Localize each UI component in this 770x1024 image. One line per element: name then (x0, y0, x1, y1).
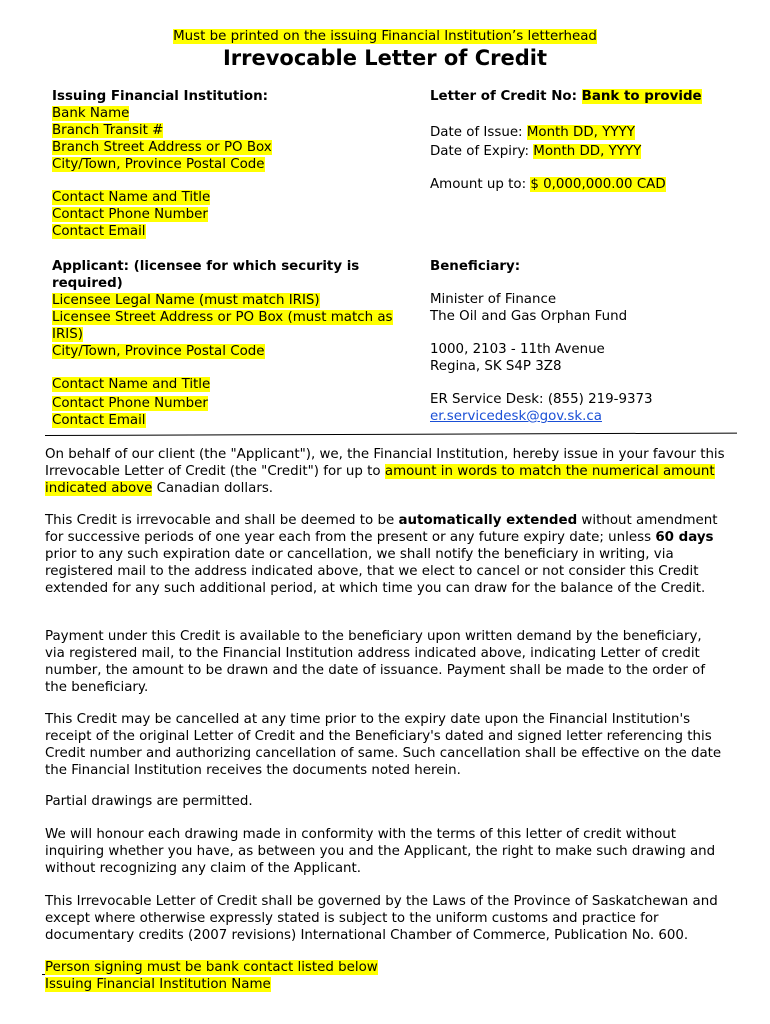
beneficiary-name: Minister of Finance (430, 292, 557, 307)
p4-text: This Credit may be cancelled at any time prior to the expiry date upon the Financial Institution's receipt of the original Letter of Credit and the Beneficiary's dated and signed letter referencing this Credit number and authorizing cancellation of same. Such cancellation shall be effective on the date the Financial Institution receives the documents noted herein. (45, 712, 722, 778)
signature-institution-name: Issuing Financial Institution Name (45, 977, 271, 992)
issuer-contact-name: Contact Name and Title (52, 190, 211, 205)
issue-date-value: Month DD, YYYY (526, 125, 635, 140)
p2-text-a: This Credit is irrevocable and shall be deemed to be (45, 513, 399, 528)
paragraph-payment (45, 628, 725, 696)
p1-amount-in-words: amount in words to match the numerical amount indicated above (45, 464, 715, 496)
credit-dates (430, 124, 750, 160)
paragraph-governing-law (45, 893, 725, 944)
paragraph-auto-extension (45, 512, 725, 597)
signature-note: Person signing must be bank contact listed below (45, 960, 378, 975)
issue-date-label: Date of Issue: (430, 125, 527, 140)
paragraph-cancellation (45, 711, 725, 779)
p5-text: Partial drawings are permitted. (45, 794, 253, 809)
applicant-contact-phone: Contact Phone Number (52, 396, 208, 411)
beneficiary-address-line1: 1000, 2103 - 11th Avenue (430, 342, 605, 357)
p2-text-c: prior to any such expiration date or cancellation, we shall notify the beneficiary in writing, via registered mail to the address indicated above, that we elect to cancel or not consider this Credit extended for any such additional period, at which time you can draw for the balance of the Credit. (45, 547, 706, 596)
paragraph-partial-drawings (45, 793, 725, 810)
applicant-legal-name: Licensee Legal Name (must match IRIS) (52, 293, 320, 308)
signature-block (45, 959, 645, 993)
p6-text: We will honour each drawing made in conformity with the terms of this letter of credit without inquiring whether you have, as between you and the Applicant, the right to make such drawing and without recognizing any claim of the Applicant. (45, 827, 716, 876)
applicant-heading: Applicant: (licensee for which security is required) (52, 259, 360, 291)
applicant-street: Licensee Street Address or PO Box (must match as IRIS) (52, 310, 393, 342)
applicant-contact-email: Contact Email (52, 413, 146, 428)
separator-line (45, 433, 737, 436)
p2-60-days: 60 days (655, 530, 714, 545)
beneficiary-address-line2: Regina, SK S4P 3Z8 (430, 359, 562, 374)
p2-automatically-extended: automatically extended (398, 513, 578, 528)
p7-text: This Irrevocable Letter of Credit shall be governed by the Laws of the Province of Saskatchewan and except where otherwise expressly stated is subject to the uniform customs and practice for documentary credits (2007 revisions) International Chamber of Commerce, Publication No. 600. (45, 894, 718, 943)
document-title: Irrevocable Letter of Credit (222, 46, 548, 70)
p3-text: Payment under this Credit is available to the beneficiary upon written demand by the beneficiary, via registered mail, to the Financial Institution address indicated above, indicating Letter of credit number, the amount to be drawn and the date of issuance. Payment shall be made to the order of the beneficiary. (45, 629, 706, 695)
beneficiary-service-desk: ER Service Desk: (855) 219-9373 (430, 392, 653, 407)
applicant-block (52, 258, 417, 429)
beneficiary-email-link[interactable]: er.servicedesk@gov.sk.ca (430, 409, 602, 424)
issuer-bank-name: Bank Name (52, 106, 130, 121)
credit-details (430, 88, 750, 105)
issuer-heading: Issuing Financial Institution: (52, 89, 268, 104)
paragraph-honour (45, 826, 725, 877)
paragraph-issuance (45, 446, 725, 497)
credit-number-value: Bank to provide (581, 89, 702, 104)
credit-number-label: Letter of Credit No: (430, 89, 582, 104)
letterhead-note (0, 28, 770, 45)
beneficiary-block (430, 258, 750, 425)
amount-label: Amount up to: (430, 177, 531, 192)
p1-text-a: On behalf of our client (the "Applicant"), we, the Financial Institution, hereby issue in your favour this Irrevocable Letter of Credit (the "Credit") for up to (45, 447, 725, 479)
issuer-street: Branch Street Address or PO Box (52, 140, 272, 155)
issuer-contact-email: Contact Email (52, 224, 146, 239)
issuer-block (52, 88, 412, 240)
beneficiary-fund: The Oil and Gas Orphan Fund (430, 309, 628, 324)
issuer-city: City/Town, Province Postal Code (52, 157, 265, 172)
credit-amount (430, 176, 750, 193)
applicant-contact-name: Contact Name and Title (52, 377, 211, 392)
p2-text-b: without amendment for successive periods of one year each from the present or any future expiry date; unless (45, 513, 718, 545)
beneficiary-heading: Beneficiary: (430, 259, 521, 274)
expiry-date-value: Month DD, YYYY (533, 144, 642, 159)
applicant-city: City/Town, Province Postal Code (52, 344, 265, 359)
issuer-branch-transit: Branch Transit # (52, 123, 164, 138)
amount-value: $ 0,000,000.00 CAD (530, 177, 666, 192)
expiry-date-label: Date of Expiry: (430, 144, 534, 159)
p1-text-b: Canadian dollars. (152, 481, 274, 496)
issuer-contact-phone: Contact Phone Number (52, 207, 208, 222)
letterhead-note-text: Must be printed on the issuing Financial Institution’s letterhead (173, 29, 597, 44)
